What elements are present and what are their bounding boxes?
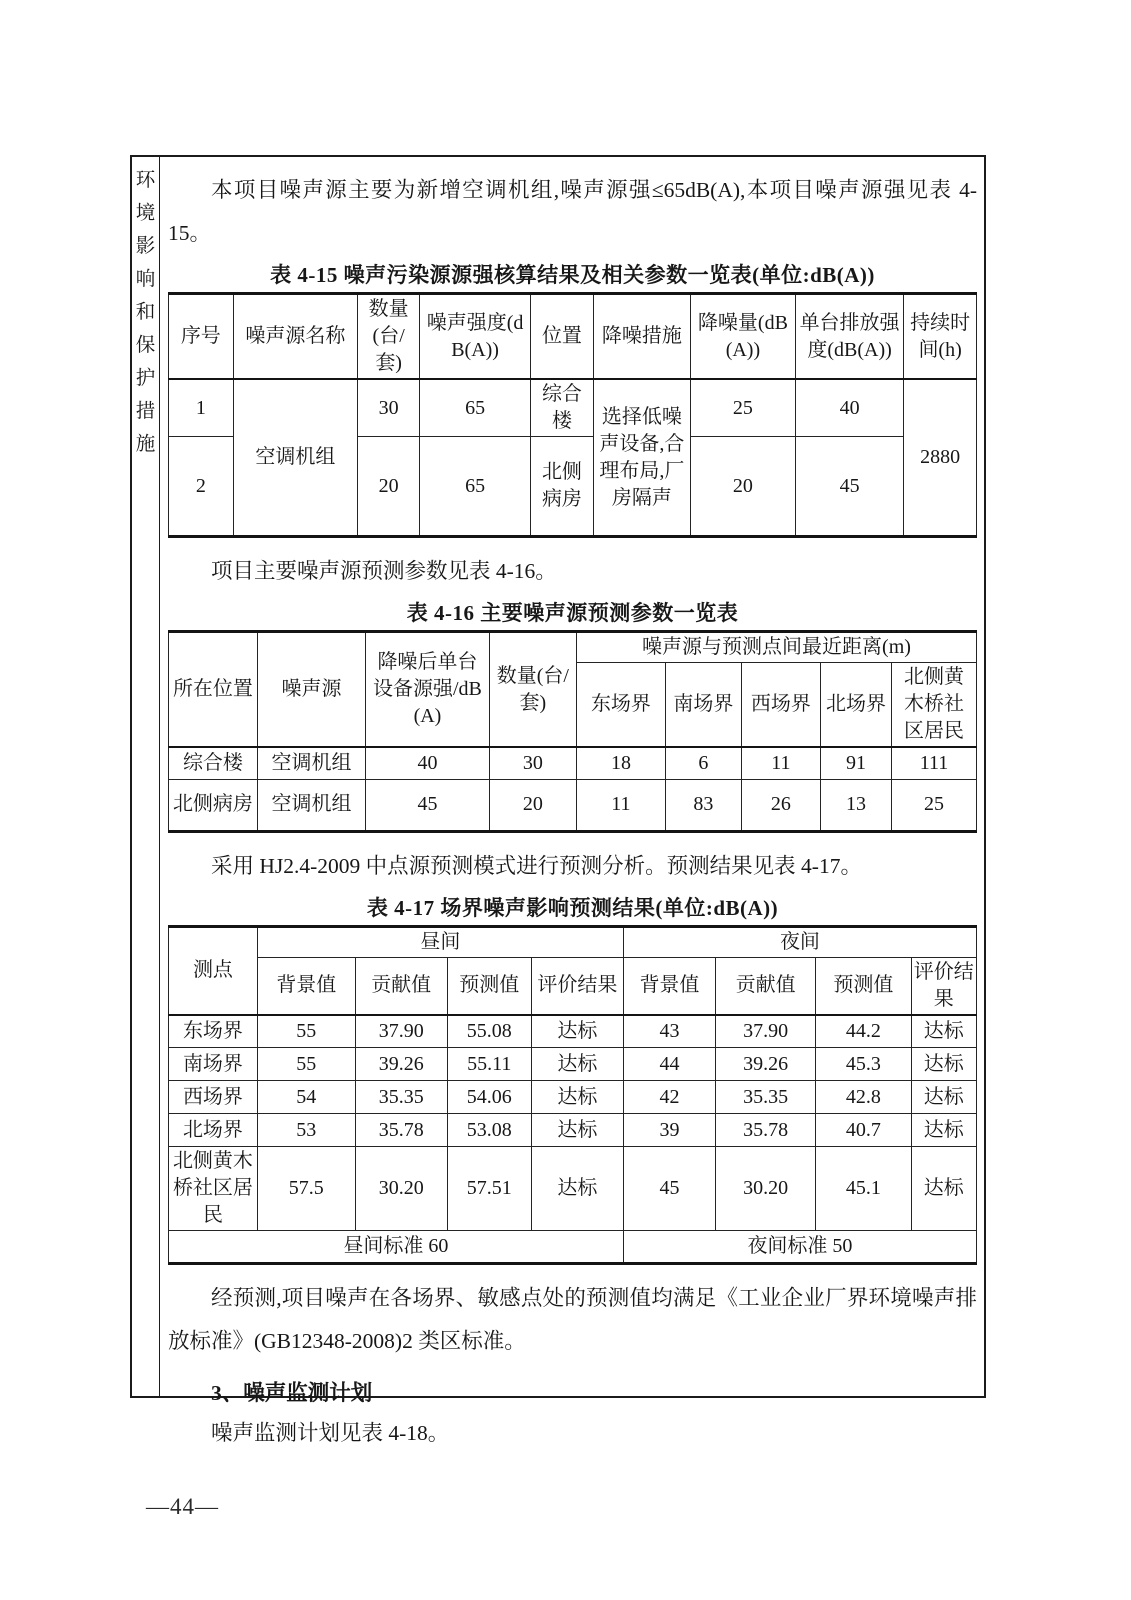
table-header-row <box>169 632 977 663</box>
table-cell: 2880 <box>904 379 977 537</box>
table-cell: 55 <box>257 1015 355 1048</box>
table-cell: 1 <box>169 379 234 437</box>
column-header: 降噪后单台设备源强/dB(A) <box>366 632 490 748</box>
column-header: 东场界 <box>577 663 666 748</box>
sidebar-char: 护 <box>135 368 156 389</box>
table-cell: 空调机组 <box>233 379 357 537</box>
table-row <box>169 1081 977 1114</box>
table-cell: 57.5 <box>257 1147 355 1231</box>
column-header: 背景值 <box>257 957 355 1015</box>
table-cell: 综合楼 <box>169 747 258 779</box>
table-cell: 20 <box>358 437 420 537</box>
conclusion-paragraph: 经预测,项目噪声在各场界、敏感点处的预测值均满足《工业企业厂界环境噪声排放标准》(GB12348-2008)2 类区标准。 <box>168 1286 977 1353</box>
column-header: 噪声源 <box>257 632 365 748</box>
table-cell: 13 <box>820 779 891 831</box>
sidebar-char: 施 <box>135 434 156 455</box>
column-header: 南场界 <box>665 663 741 748</box>
sidebar-char: 环 <box>135 170 156 191</box>
table-row <box>169 379 977 437</box>
table-cell: 达标 <box>531 1114 623 1147</box>
prediction-method-paragraph: 采用 HJ2.4-2009 中点源预测模式进行预测分析。预测结果见表 4-17。 <box>211 853 862 878</box>
table-cell: 11 <box>577 779 666 831</box>
sidebar-char: 和 <box>135 302 156 323</box>
monitoring-plan-paragraph: 噪声监测计划见表 4-18。 <box>211 1421 450 1445</box>
table-cell: 45.3 <box>816 1048 911 1081</box>
column-header: 北侧黄木桥社区居民 <box>892 663 977 748</box>
table-cell: 45.1 <box>816 1147 911 1231</box>
table-cell: 54.06 <box>447 1081 531 1114</box>
table-cell: 42.8 <box>816 1081 911 1114</box>
table-cell: 53.08 <box>447 1114 531 1147</box>
column-header: 贡献值 <box>716 957 816 1015</box>
table-cell: 39.26 <box>355 1048 447 1081</box>
table-cell: 综合楼 <box>530 379 593 437</box>
table-cell: 83 <box>665 779 741 831</box>
table-cell: 北侧黄木桥社区居民 <box>169 1147 258 1231</box>
page-number: —44— <box>146 1494 219 1519</box>
sidebar-char: 影 <box>135 236 156 257</box>
table-footer-row <box>169 1231 977 1264</box>
page-frame <box>130 155 986 1445</box>
table-cell: 30 <box>489 747 576 779</box>
table-cell: 57.51 <box>447 1147 531 1231</box>
table-cell: 40.7 <box>816 1114 911 1147</box>
column-header: 西场界 <box>741 663 820 748</box>
table-cell: 达标 <box>911 1114 976 1147</box>
column-header: 噪声强度(dB(A)) <box>420 294 531 380</box>
column-header-span: 昼间 <box>257 926 623 957</box>
page-content <box>160 157 984 1445</box>
table-cell: 45 <box>795 437 903 537</box>
table-cell: 40 <box>795 379 903 437</box>
table-row <box>169 1015 977 1048</box>
column-header: 贡献值 <box>355 957 447 1015</box>
table-cell: 37.90 <box>355 1015 447 1048</box>
table-cell: 111 <box>892 747 977 779</box>
table-cell: 54 <box>257 1081 355 1114</box>
table-cell: 53 <box>257 1114 355 1147</box>
column-header-span: 噪声源与预测点间最近距离(m) <box>577 632 977 663</box>
column-header: 序号 <box>169 294 234 380</box>
column-header: 评价结果 <box>911 957 976 1015</box>
table-cell: 30 <box>358 379 420 437</box>
column-header: 评价结果 <box>531 957 623 1015</box>
column-header: 预测值 <box>447 957 531 1015</box>
table-cell: 达标 <box>531 1147 623 1231</box>
table-cell: 39.26 <box>716 1048 816 1081</box>
table-cell: 北场界 <box>169 1114 258 1147</box>
day-standard-cell: 昼间标准 60 <box>169 1231 624 1264</box>
table-cell: 北侧病房 <box>530 437 593 537</box>
table-cell: 达标 <box>911 1048 976 1081</box>
column-header: 降噪措施 <box>593 294 690 380</box>
table-cell: 西场界 <box>169 1081 258 1114</box>
table-cell: 30.20 <box>716 1147 816 1231</box>
table-cell: 18 <box>577 747 666 779</box>
table-cell: 达标 <box>911 1081 976 1114</box>
table-cell: 空调机组 <box>257 747 365 779</box>
column-header-span: 夜间 <box>623 926 976 957</box>
table-cell: 空调机组 <box>257 779 365 831</box>
table-cell: 25 <box>690 379 795 437</box>
column-header: 数量(台/套) <box>489 632 576 748</box>
table-cell: 20 <box>489 779 576 831</box>
table-row <box>169 1048 977 1081</box>
table-cell: 39 <box>623 1114 715 1147</box>
table-cell: 南场界 <box>169 1048 258 1081</box>
table-cell: 65 <box>420 437 531 537</box>
table-header-row <box>169 294 977 380</box>
table-cell: 达标 <box>911 1147 976 1231</box>
table-cell: 2 <box>169 437 234 537</box>
table-cell: 6 <box>665 747 741 779</box>
table-cell: 35.35 <box>355 1081 447 1114</box>
intro-paragraph: 本项目噪声源主要为新增空调机组,噪声源强≤65dB(A),本项目噪声源强见表 4-15。 <box>168 178 977 245</box>
table-cell: 东场界 <box>169 1015 258 1048</box>
table-cell: 35.35 <box>716 1081 816 1114</box>
table-cell: 44.2 <box>816 1015 911 1048</box>
table-cell: 达标 <box>531 1081 623 1114</box>
table-row <box>169 1147 977 1231</box>
table-cell: 选择低噪声设备,合理布局,厂房隔声 <box>593 379 690 537</box>
table-cell: 91 <box>820 747 891 779</box>
table-cell: 43 <box>623 1015 715 1048</box>
table16-caption: 表 4-16 主要噪声源预测参数一览表 <box>406 601 739 625</box>
table-cell: 达标 <box>531 1015 623 1048</box>
sidebar-vertical-label <box>132 157 160 1396</box>
table-cell: 26 <box>741 779 820 831</box>
table16-ref-paragraph: 项目主要噪声源预测参数见表 4-16。 <box>211 559 557 583</box>
table-cell: 40 <box>366 747 490 779</box>
table-cell: 55 <box>257 1048 355 1081</box>
night-standard-cell: 夜间标准 50 <box>623 1231 976 1264</box>
table-cell: 55.08 <box>447 1015 531 1048</box>
column-header: 持续时间(h) <box>904 294 977 380</box>
table-subheader-row <box>169 957 977 1015</box>
table-cell: 45 <box>623 1147 715 1231</box>
table-cell: 25 <box>892 779 977 831</box>
column-header: 预测值 <box>816 957 911 1015</box>
column-header: 北场界 <box>820 663 891 748</box>
table-cell: 达标 <box>911 1015 976 1048</box>
table-cell: 11 <box>741 747 820 779</box>
table-cell: 45 <box>366 779 490 831</box>
table-cell: 65 <box>420 379 531 437</box>
sidebar-char: 保 <box>135 335 156 356</box>
prediction-params-table <box>168 630 977 833</box>
sidebar-char: 措 <box>135 401 156 422</box>
column-header: 背景值 <box>623 957 715 1015</box>
table-header-row <box>169 926 977 957</box>
table-cell: 30.20 <box>355 1147 447 1231</box>
table-row <box>169 747 977 779</box>
table-row <box>169 779 977 831</box>
column-header: 单台排放强度(dB(A)) <box>795 294 903 380</box>
column-header: 位置 <box>530 294 593 380</box>
column-header: 所在位置 <box>169 632 258 748</box>
sidebar-char: 境 <box>135 203 156 224</box>
table-cell: 35.78 <box>355 1114 447 1147</box>
noise-monitoring-heading: 3、噪声监测计划 <box>211 1381 373 1405</box>
table-cell: 35.78 <box>716 1114 816 1147</box>
column-header: 噪声源名称 <box>233 294 357 380</box>
table-cell: 达标 <box>531 1048 623 1081</box>
table-cell: 北侧病房 <box>169 779 258 831</box>
table-cell: 37.90 <box>716 1015 816 1048</box>
noise-source-table <box>168 292 977 538</box>
table17-caption: 表 4-17 场界噪声影响预测结果(单位:dB(A)) <box>366 895 779 920</box>
table-row <box>169 1114 977 1147</box>
column-header: 降噪量(dB(A)) <box>690 294 795 380</box>
column-header: 数量(台/套) <box>358 294 420 380</box>
sidebar-char: 响 <box>135 269 156 290</box>
table-cell: 44 <box>623 1048 715 1081</box>
table-cell: 55.11 <box>447 1048 531 1081</box>
prediction-results-table <box>168 925 977 1266</box>
table-cell: 20 <box>690 437 795 537</box>
table-cell: 42 <box>623 1081 715 1114</box>
table15-caption: 表 4-15 噪声污染源源强核算结果及相关参数一览表(单位:dB(A)) <box>270 263 875 287</box>
column-header: 测点 <box>169 926 258 1015</box>
